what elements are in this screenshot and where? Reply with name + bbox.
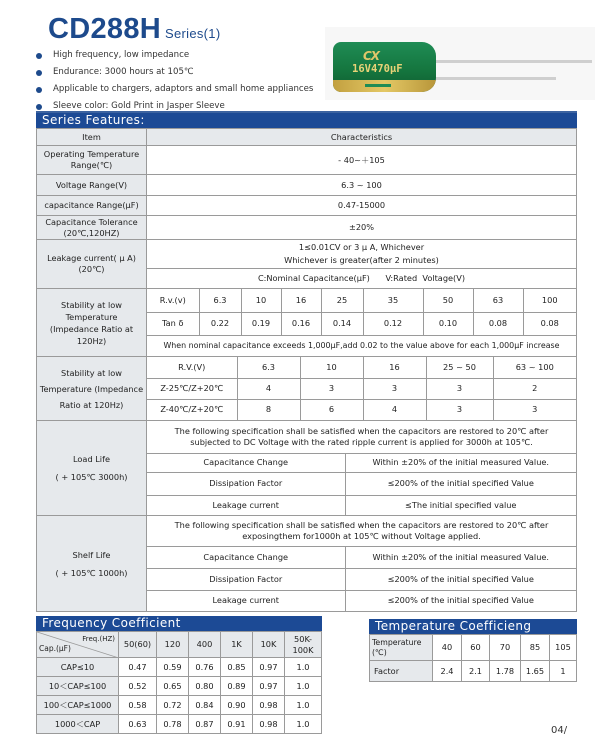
tan-delta-note: When nominal capacitance exceeds 1,000μF,add 0.02 to the value above for each 1,000μF increase [163, 341, 560, 351]
bullet-dot-icon [36, 53, 42, 59]
bullet-dot-icon [36, 87, 42, 93]
tan-delta-table: R.v.(v) 6.3 10 16 25 35 50 63 100 Tan δ 0.22 0.19 0.16 0.14 0.12 0.10 0.08 0.08 When nominal capacitance exceeds 1,000μF,add 0.02 to the value above for each 1,000μF increase [147, 289, 576, 356]
bullet-dot-icon [36, 70, 42, 76]
temperature-coefficient-title: Temperature Coefficieng [369, 619, 577, 634]
col-characteristics-header: Characteristics [147, 129, 577, 146]
load-life-table: The following specification shall be satisfied when the capacitors are restored to 20℃ after subjected to DC Voltage with the rated ripple current is applied for 3000h at 105℃. Capacitance Change Within ±20% of the initial measured Value. Dissipation Factor ≤200% of the initial specified Value Leakage current ≤The initial specified value [147, 421, 576, 515]
temperature-coefficient-table [369, 634, 577, 682]
table-row: capacitance Range(μF) 0.47-15000 [37, 196, 577, 216]
capacitor-lead [434, 77, 556, 80]
series-subtitle: Series(1) [165, 26, 221, 41]
temperature-coefficient-section [369, 619, 577, 682]
frequency-coefficient-section [36, 616, 322, 734]
table-row: Factor 2.4 2.1 1.78 1.65 1 [370, 661, 577, 682]
feature-bullet: Applicable to chargers, adaptors and small home appliances [36, 81, 313, 98]
table-row: Stability at low Temperature (Impedance Ratio at 120Hz) R.V.(V) 6.3 10 16 25 ~ 50 63 ~ 100 Z-25℃/Z+20℃ 4 3 3 3 2 Z-40℃/Z+20℃ 8 6 4 3 3 [37, 357, 577, 421]
table-row: Shelf Life ( + 105℃ 1000h) The following specification shall be satisfied when the capacitors are restored to 20℃ after exposingthem for1000h at 105℃ without Voltage applied. Capacitance Change Within ±20% of the initial measured Value. Dissipation Factor ≤200% of the initial specified Value Leakage current ≤200% of the initial specified Value [37, 516, 577, 612]
capacitor-body [333, 42, 436, 92]
capacitor-product-image [325, 27, 595, 100]
page-number: 04/ [551, 725, 568, 736]
product-title [48, 13, 220, 46]
table-row: Stability at low Temperature (Impedance Ratio at 120Hz) R.v.(v) 6.3 10 16 25 35 50 63 100 Tan δ 0.22 0.19 0.16 0.14 0.12 0.10 0.08 0.08 When nominal capacitance exceeds 1,000μF,add 0.02 to the value above for each 1,000μF increase [37, 289, 577, 357]
low-temp-impedance-table: R.V.(V) 6.3 10 16 25 ~ 50 63 ~ 100 Z-25℃/Z+20℃ 4 3 3 3 2 Z-40℃/Z+20℃ 8 6 4 3 3 [147, 357, 576, 420]
table-row: Operating Temperature Range(℃) - 40~＋105 [37, 146, 577, 175]
feature-bullet: Sleeve color: Gold Print in Jasper Sleeve [36, 98, 313, 115]
frequency-coefficient-title: Frequency Coefficient [36, 616, 322, 631]
table-row: CAP≤10 0.47 0.59 0.76 0.85 0.97 1.0 [37, 658, 322, 677]
feature-bullets [36, 47, 313, 115]
feature-bullet: High frequency, low impedance [36, 47, 313, 64]
series-features-table [36, 128, 577, 612]
feature-bullet: Endurance: 3000 hours at 105℃ [36, 64, 313, 81]
table-row: C:Nominal Capacitance(μF) V:Rated Voltage(V) [37, 269, 577, 289]
diagonal-header-cell: Freq.(HZ) Cap.(μF) [37, 632, 119, 658]
shelf-life-table: The following specification shall be satisfied when the capacitors are restored to 20℃ after exposingthem for1000h at 105℃ without Voltage applied. Capacitance Change Within ±20% of the initial measured Value. Dissipation Factor ≤200% of the initial specified Value Leakage current ≤200% of the initial specified Value [147, 516, 576, 611]
table-row: Leakage current( μ A) (20℃) 1≤0.01CV or 3 μ A, Whichever Whichever is greater(after 2 minutes) [37, 240, 577, 269]
table-row: 100＜CAP≤1000 0.58 0.72 0.84 0.90 0.98 1.0 [37, 696, 322, 715]
col-item-header: Item [37, 129, 147, 146]
series-code: CD288H [48, 13, 162, 45]
table-row: Load Life ( + 105℃ 3000h) The following specification shall be satisfied when the capacitors are restored to 20℃ after subjected to DC Voltage with the rated ripple current is applied for 3000h at 105℃. Capacitance Change Within ±20% of the initial measured Value. Dissipation Factor ≤200% of the initial specified Value Leakage current ≤The initial specified value [37, 421, 577, 516]
capacitor-marking: 16V470μF [352, 63, 403, 75]
bullet-dot-icon [36, 104, 42, 110]
table-row: 1000＜CAP 0.63 0.78 0.87 0.91 0.98 1.0 [37, 715, 322, 734]
capacitor-gold-band [333, 80, 436, 92]
capacitor-lead [434, 60, 592, 63]
frequency-coefficient-table: Freq.(HZ) Cap.(μF) 50(60) 120 400 1K 10K 50K-100K CAP≤10 0.47 0.59 0.76 0.85 0.97 1.0 10＜CAP≤100 0.52 0.65 0.80 0.89 0.97 1.0 100＜CAP≤1000 0.58 0.72 0.84 0.90 0.98 1.0 1000＜CAP 0.63 0.78 0.87 0.91 0.98 1.0 [36, 631, 322, 734]
table-row: 10＜CAP≤100 0.52 0.65 0.80 0.89 0.97 1.0 [37, 677, 322, 696]
table-row: Capacitance Tolerance (20℃,120HZ) ±20% [37, 216, 577, 240]
table-row: Voltage Range(V) 6.3 ~ 100 [37, 175, 577, 196]
series-features-section [36, 113, 577, 612]
table-header-row [37, 129, 577, 146]
brand-logo-icon: CX [363, 49, 380, 63]
series-features-title: Series Features: [36, 113, 577, 128]
table-row: Temperature (℃) 40 60 70 85 105 [370, 635, 577, 661]
